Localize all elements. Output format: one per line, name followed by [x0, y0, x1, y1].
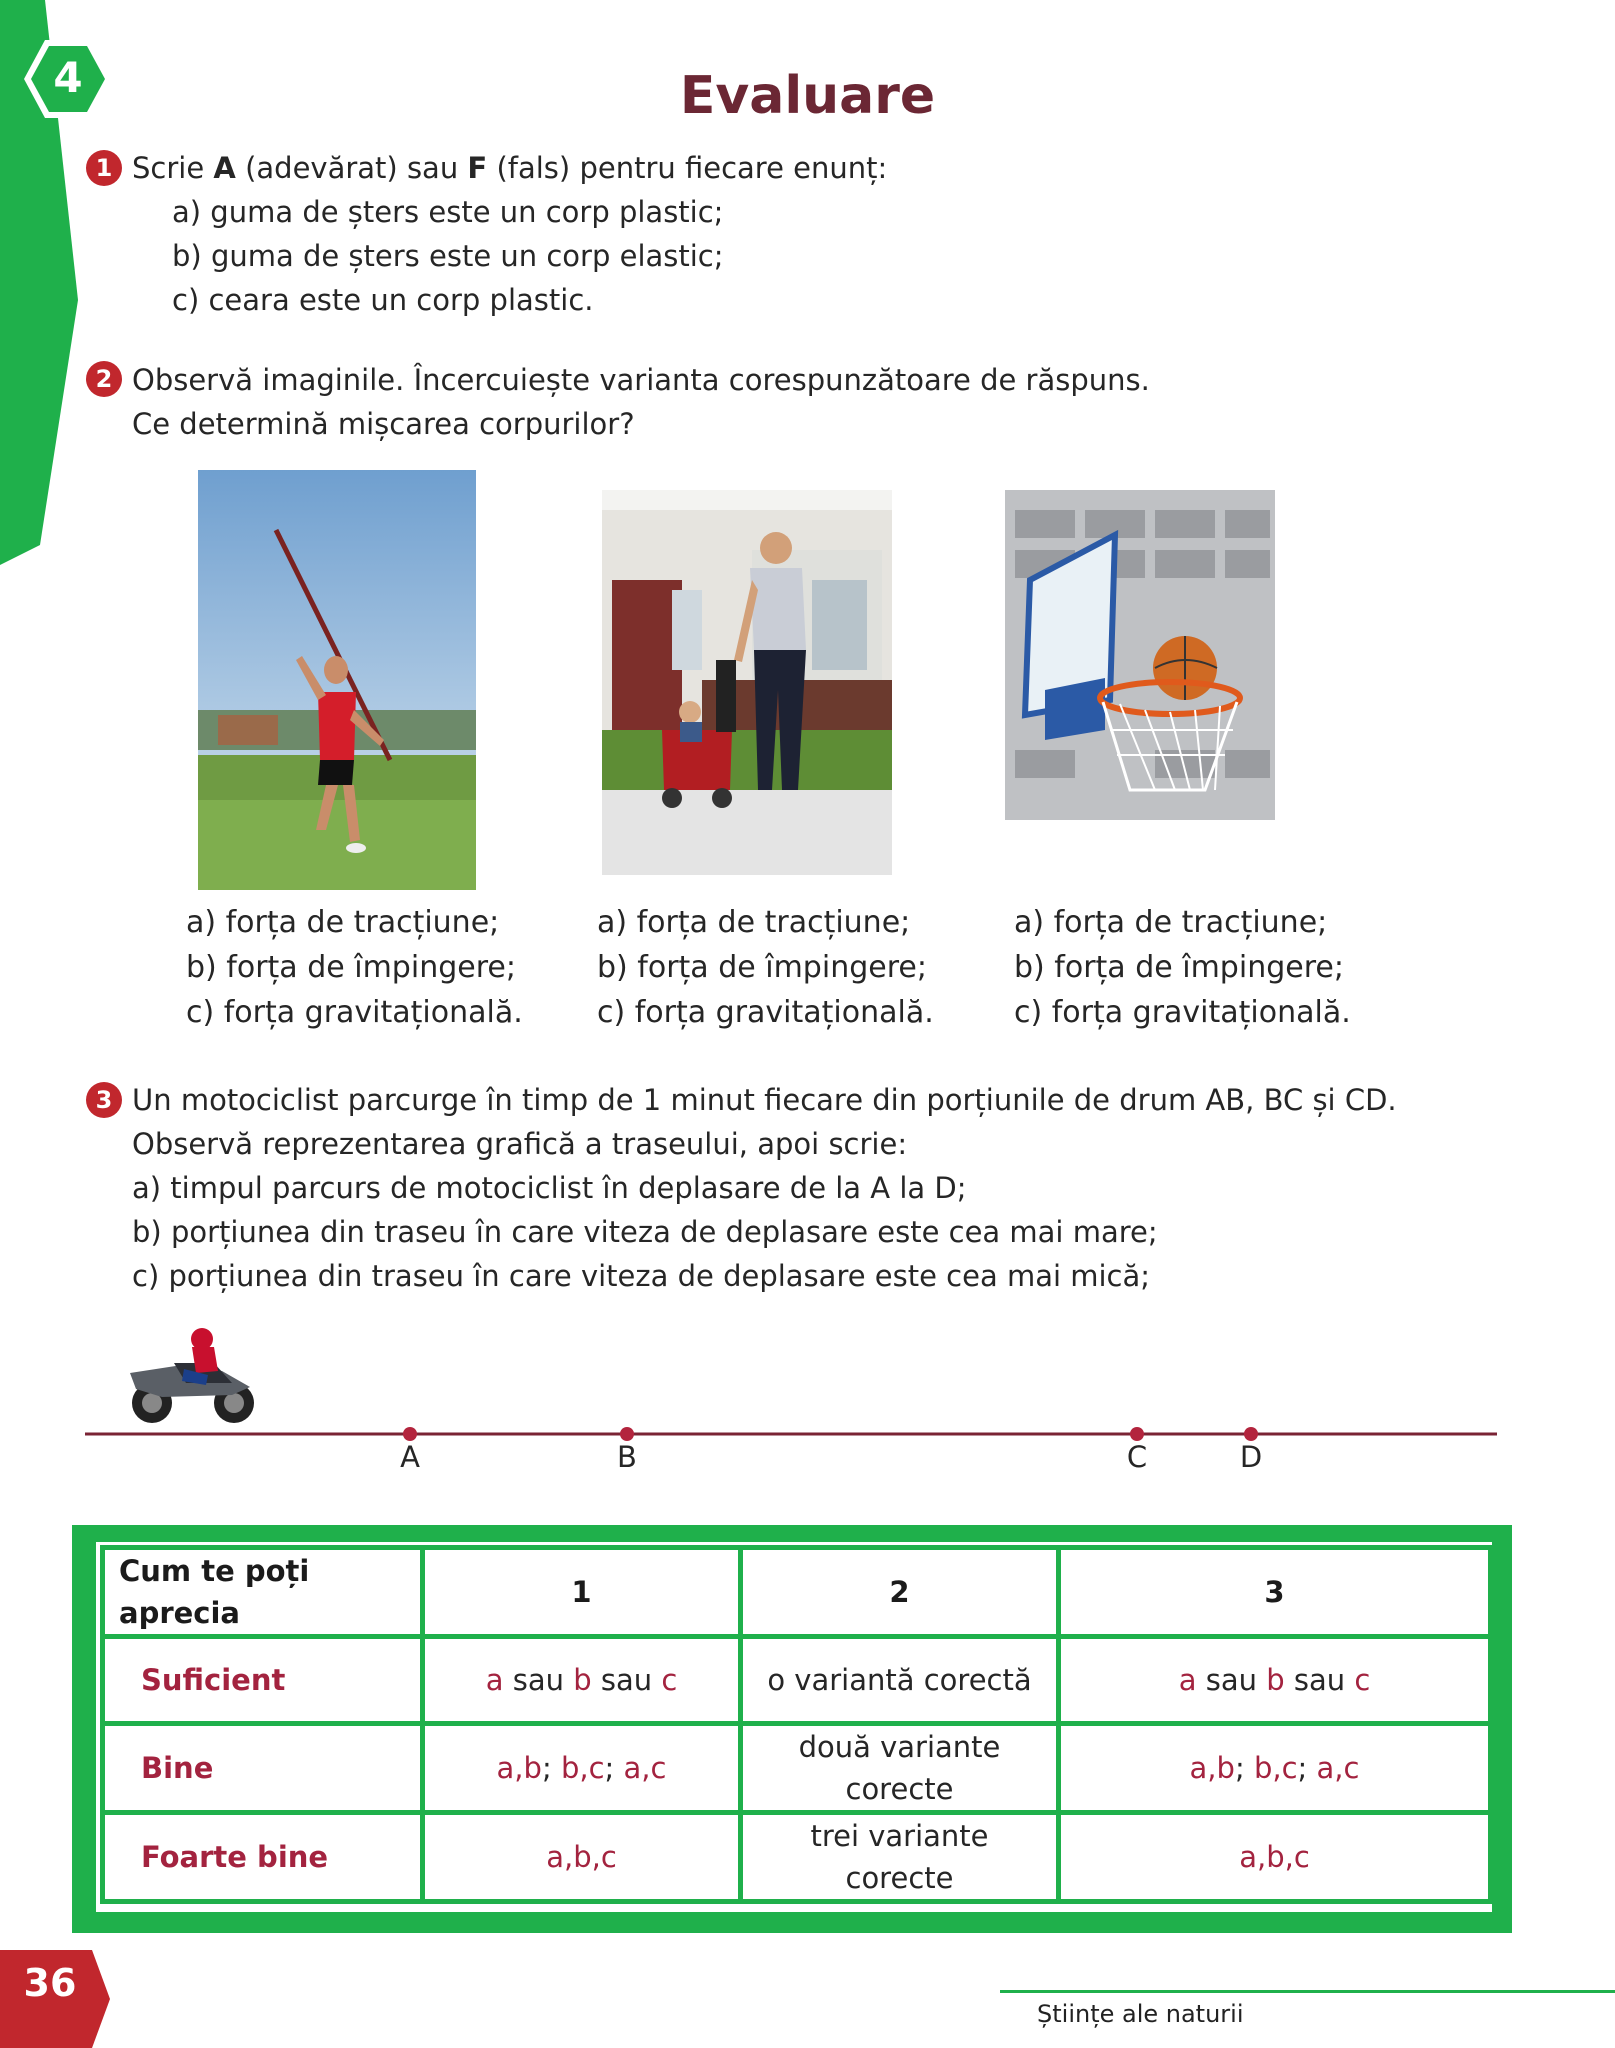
option-b: b) forța de împingere; [1014, 950, 1344, 985]
table-cell: a,b,c [423, 1813, 741, 1902]
option-c: c) forța gravitațională. [597, 995, 934, 1030]
footer-rule [1000, 1990, 1615, 1993]
question-number-3: 3 [86, 1082, 122, 1118]
table-row [103, 1637, 1491, 1724]
image-2-options [597, 900, 934, 1035]
table-header-cell: 3 [1059, 1548, 1491, 1637]
footer-subject: Științe ale naturii [1037, 2000, 1244, 2028]
row-label: Bine [103, 1724, 423, 1813]
question-2-line-2: Ce determină mișcarea corpurilor? [132, 407, 635, 441]
question-1-item-b: b) guma de șters este un corp elastic; [172, 239, 724, 273]
table-cell: a,b; b,c; a,c [1059, 1724, 1491, 1813]
table-cell: a,b; b,c; a,c [423, 1724, 741, 1813]
row-label: Suficient [103, 1637, 423, 1724]
table-cell: a sau b sau c [423, 1637, 741, 1724]
question-3-item-b: b) porțiunea din traseu în care viteza de deplasare este cea mai mare; [132, 1215, 1158, 1249]
option-b: b) forța de împingere; [186, 950, 516, 985]
row-label: Foarte bine [103, 1813, 423, 1902]
question-3-item-c: c) porțiunea din traseu în care viteza de deplasare este cea mai mică; [132, 1259, 1151, 1293]
question-number-2: 2 [86, 361, 122, 397]
table-header-row [103, 1548, 1491, 1637]
option-a: a) forța de tracțiune; [186, 905, 500, 940]
table-cell: a sau b sau c [1059, 1637, 1491, 1724]
route-label-d: D [1239, 1440, 1263, 1474]
image-1-options [186, 900, 523, 1035]
table-cell: două variante corecte [741, 1724, 1059, 1813]
chapter-number: 4 [53, 53, 83, 102]
page-title: Evaluare [679, 66, 936, 126]
route-label-c: C [1126, 1440, 1148, 1474]
question-number-1: 1 [86, 150, 122, 186]
option-c: c) forța gravitațională. [1014, 995, 1351, 1030]
table-cell: trei variante corecte [741, 1813, 1059, 1902]
option-c: c) forța gravitațională. [186, 995, 523, 1030]
question-3-item-a: a) timpul parcurs de motociclist în deplasare de la A la D; [132, 1171, 967, 1205]
table-header-cell: Cum te poți aprecia [103, 1548, 423, 1637]
route-line [85, 1420, 1505, 1460]
table-cell: a,b,c [1059, 1813, 1491, 1902]
table-row [103, 1813, 1491, 1902]
option-b: b) forța de împingere; [597, 950, 927, 985]
javelin-thrower-image [198, 470, 476, 890]
motorcyclist-image [122, 1325, 264, 1427]
table-cell: o variantă corectă [741, 1637, 1059, 1724]
question-2-line-1: Observă imaginile. Încercuiește varianta corespunzătoare de răspuns. [132, 363, 1150, 397]
route-label-a: A [400, 1440, 420, 1474]
route-label-b: B [617, 1440, 637, 1474]
question-1-item-a: a) guma de șters este un corp plastic; [172, 195, 724, 229]
question-3-line-2: Observă reprezentarea grafică a traseului, apoi scrie: [132, 1127, 908, 1161]
image-3-options [1014, 900, 1351, 1035]
question-3-line-1: Un motociclist parcurge în timp de 1 minut fiecare din porțiunile de drum AB, BC și CD. [132, 1083, 1397, 1117]
table-header-cell: 2 [741, 1548, 1059, 1637]
page-number: 36 [23, 1961, 77, 2005]
option-a: a) forța de tracțiune; [597, 905, 911, 940]
question-1-prompt: Scrie A (adevărat) sau F (fals) pentru fiecare enunț: [132, 151, 888, 185]
table-header-cell: 1 [423, 1548, 741, 1637]
basketball-hoop-image [1005, 490, 1275, 820]
table-row [103, 1724, 1491, 1813]
evaluation-table [100, 1545, 1493, 1904]
option-a: a) forța de tracțiune; [1014, 905, 1328, 940]
man-pulling-wagon-image [602, 490, 892, 875]
question-1-item-c: c) ceara este un corp plastic. [172, 283, 594, 317]
